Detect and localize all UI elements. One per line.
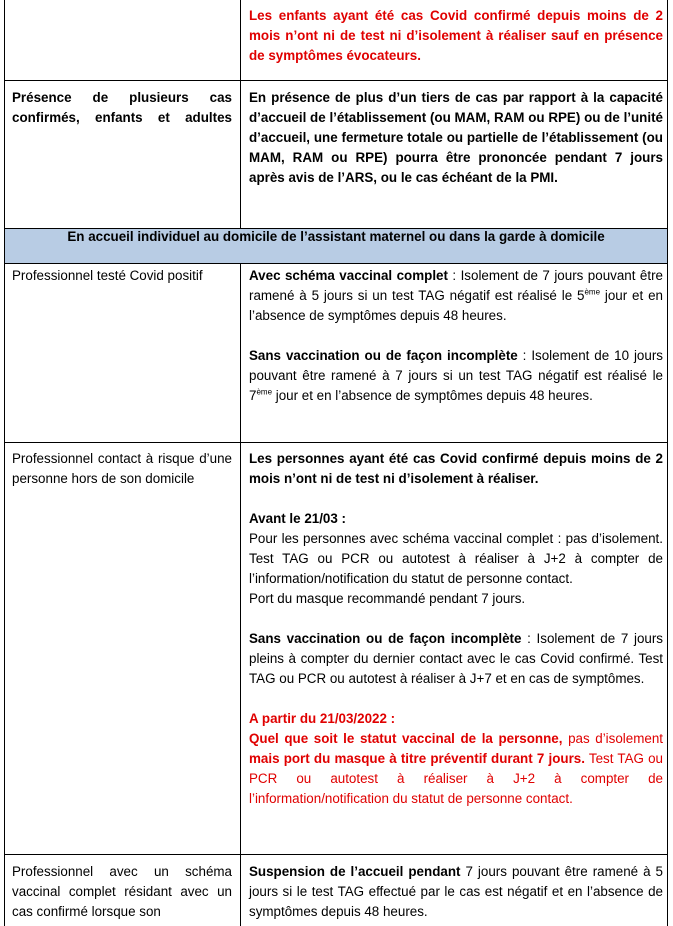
table-column-divider (240, 263, 241, 926)
apartir-heading: A partir du 21/03/2022 : (249, 711, 396, 726)
masque-text: Port du masque recommandé pendant 7 jours. (249, 591, 526, 606)
row-divider (4, 263, 668, 264)
section-header: En accueil individuel au domicile de l’assistant maternel ou dans la garde à domicile (67, 229, 605, 244)
table-border-right (667, 0, 668, 926)
contact-intro: Les personnes ayant été cas Covid confirmé depuis moins de 2 mois n’ont ni de test ni d’isolement à réaliser. (249, 451, 663, 486)
resident-text: Suspension de l’accueil pendant 7 jours pouvant être ramené à 5 jours si le test TAG effectué par le cas est négatif et en l’absence de symptômes depuis 48 heures. (249, 864, 663, 919)
positif-text (249, 266, 663, 406)
apartir-text: Quel que soit le statut vaccinal de la personne, pas d’isolement mais port du masque à titre préventif durant 7 jours. Test TAG ou PCR ou autotest à réaliser à J+2 à compter de l’information/notification du statut de personne contact. (249, 731, 663, 806)
avant-heading: Avant le 21/03 : (249, 511, 347, 526)
top-continuation-cell (249, 6, 663, 66)
enfants-cas-covid-note: Les enfants ayant été cas Covid confirmé depuis moins de 2 mois n’ont ni de test ni d’isolement à réaliser sauf en présence de symptômes évocateurs. (249, 8, 663, 63)
plusieurs-cas-text: En présence de plus d’un tiers de cas par rapport à la capacité d’accueil de l’établissement (ou MAM, RAM ou RPE) ou de l’unité d’accueil, une fermeture totale ou partielle de l’établissement (ou MAM, RAM ou RPE) pourra être prononcée pendant 7 jours après avis de l’ARS, ou le cas échéant de la PMI. (249, 90, 663, 185)
contact-text (249, 449, 663, 809)
positif-vaccine-paragraph: Avec schéma vaccinal complet : Isolement de 7 jours pouvant être ramené à 5 jours si un test TAG négatif est réalisé le 5ème jour et en l’absence de symptômes depuis 48 heures. (249, 268, 663, 323)
row-divider (4, 80, 668, 81)
positif-non-vaccine-paragraph: Sans vaccination ou de façon incomplète : Isolement de 10 jours pouvant être ramené à 7 jours si un test TAG négatif est réalisé le 7ème jour et en l’absence de symptômes depuis 48 heures. (249, 348, 663, 403)
plusieurs-cas-label: Présence de plusieurs cas confirmés, enfants et adultes (12, 90, 232, 125)
contact-label: Professionnel contact à risque d’une personne hors de son domicile (12, 451, 232, 486)
avant-text: Pour les personnes avec schéma vaccinal complet : pas d’isolement. Test TAG ou PCR ou autotest à réaliser à J+2 à compter de l’information/notification du statut de personne contact. (249, 531, 663, 586)
sans-vaccination-paragraph: Sans vaccination ou de façon incomplète : Isolement de 7 jours pleins à compter du dernier contact avec le cas Covid confirmé. Test TAG ou PCR ou autotest à réaliser à J+7 et en cas de symptômes. (249, 631, 664, 686)
resident-label: Professionnel avec un schéma vaccinal complet résidant avec un cas confirmé lorsque son (12, 864, 232, 919)
row-divider (4, 442, 668, 443)
table-border-left (4, 0, 5, 926)
row-divider (4, 854, 668, 855)
positif-label: Professionnel testé Covid positif (12, 268, 203, 283)
table-column-divider (240, 0, 241, 229)
